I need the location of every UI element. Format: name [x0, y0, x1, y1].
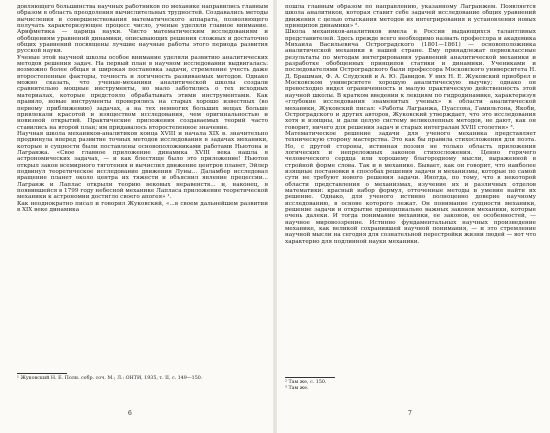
left-body-text-block	[17, 4, 268, 370]
footnote-separator	[285, 377, 335, 378]
right-body-text-block	[285, 4, 536, 374]
right-footnotes: ² Там же, с. 150. ³ Там же.	[285, 380, 327, 391]
footnote-separator	[17, 373, 67, 374]
right-page	[275, 0, 550, 433]
left-page-number: 6	[128, 410, 132, 417]
left-footnote: ¹ Жуковский Н. Е. Полн. собр. соч. М.; Л.: ОНТИ, 1935, т. II, с. 149—150.	[17, 376, 203, 381]
right-body-text: пошла главным образом по направлению, указанному Лагранжем. Появляется школа аналитиков, которая ставит себе задачей исследование общих уравнений движения с целью отыскания методов их интегрирования и установления новых принципов динамики» ². Школа механиков-аналитиков имела в России выдающихся талантливых представителей. Здесь прежде всего необходимо назвать профессора и академика Михаила Васильевича Остроградского (1801—1861) — основоположника аналитической механики в нашей стране. Ему принадлежат первоклассные результаты по методам интегрирования уравнений аналитической механики и разработке обобщенных принципов статики и динамики. Учениками и последователями Остроградского были профессора Московского университета Н. Д. Брашман, Ф. А. Слудский и А. Ю. Давидов. У них Н. Е. Жуковский приобрел в Московском университете хорошую аналитическую выучку; однако он превосходно видел ограниченность и малую практическую действенность этой научной школы. В кратком введении к лекциям по гидродинамике, характеризуя «глубокие исследования знаменитых ученых» в области аналитической механики, Жуковский писал: «Работы Лагранжа, Пуассона, Гамильтона, Якоби, Остроградского и других авторов, Жуковский утверждает, что это исследования хотя и изящны, и дали целую систему великолепных методов, не дают, как он говорит, ничего для решения задач и старых интегралам XVIII столетия» ³. Математическое решение задачи для ученого механика представляет техническую сторону мастерства. Это как бы правила стихосложения для поэта. Но, с другой стороны, истинная поэзия не только область приложения логических и непреложных законов стихосложения. Ценно горячего человеческого сердца или хорошему благородному мысли, выраженной в стройной форме слова. Так и в механике. Бывает, как он говорит, что наиболее изящные постановки в способах решения задачи и механизмы, которые по самой сути не требуют нового решения задачи. Иногда, по тому, что в некоторой области представления о механизмах, изучение их и различных отделов математики: красный набор формул, отточенные методы и умение найти их решение. Однако, для ученого истинно полноценно доверие научному исследованию, в основе которого лежат. Он понимание сущности механики, решение задачи и открытие принципиально важных законов механики, которые очень далеки. И тогда понимание механики, ее законов, ее особенностей, — научное мировоззрение. Истинно фундаментальных научных произведение механике, как великой сохранившей научной понимания, — и это стремление научной мысли на сегодня для сознательной перестройки жизни людей — вот что характерно для подлинной науки механики.	[285, 4, 536, 245]
left-body-text: довляющего большинства научных работников по механике направились главным образом в область преодоления вычислительных трудностей. Создавались методы вычисления и совершенствования математического аппарата, позволяющего получать характеризующее процесс число, ученые уделяли главное внимание. Арифметика — царица науки. Чисто математическим исследованиям и обобщениям уравнений динамики, описывающих решения сложных и достаточно общих уравнений посвящены лучшие научные работы этого периода развития русской науки. Ученые этой научной школы особое внимание уделяли развитию аналитических методов решения задач. На первый план в научном исследовании выдвигалась: возможно более общая и широкая постановка задачи, стремление учесть даже второстепенные факторы, точность и логичность развиваемых методов. Однако можно сказать, что ученые-механики аналитической школы создали сравнительно мощные инструменты, но мало заботились о тех исходных материалах, которые предстояло обрабатывать этими инструментами. Как правило, новые инструменты проверялись на старых хорошо известных (во первому приближению) задачах, а на тех немногих больших вещах больше привлекали красотой и изяществом исследования, чем оригинальностью и новизной открытий. Практические приложения создаваемых теорий часто ставились на второй план; им придавалось второстепенное значение. Научная школа механиков-аналитиков конца XVIII и начала XIX в. значительно продвинула вперед развитие точных методов исследования в задачах механики, которые в сущности были поставлены основоположниками работами Ньютона и Лагранжа. «Свое главное приложение динамика XVIII века нашла в астрономических задачах, — и как блестяще было это приложение! Ньютон открыл закон всемирного тяготения и вычислил движение центров планет, Эйлер подвинул теоретическое исследование движения Луны... Даламбер исследовал вращение планет около центра их тяжести и объяснил явление прецессии... Лагранж и Лаплас открыли теорию вековых неравенств... и, наконец, в появившейся в 1799 году небесной механике Лапласа приложение теоретической механики к астрономии достигло своего апогея» ¹. Как неоднократно писал и говорил Жуковский, «...в своем дальнейшем развитии в XIX веке динамика	[17, 4, 268, 213]
right-page-number: 7	[408, 410, 412, 417]
